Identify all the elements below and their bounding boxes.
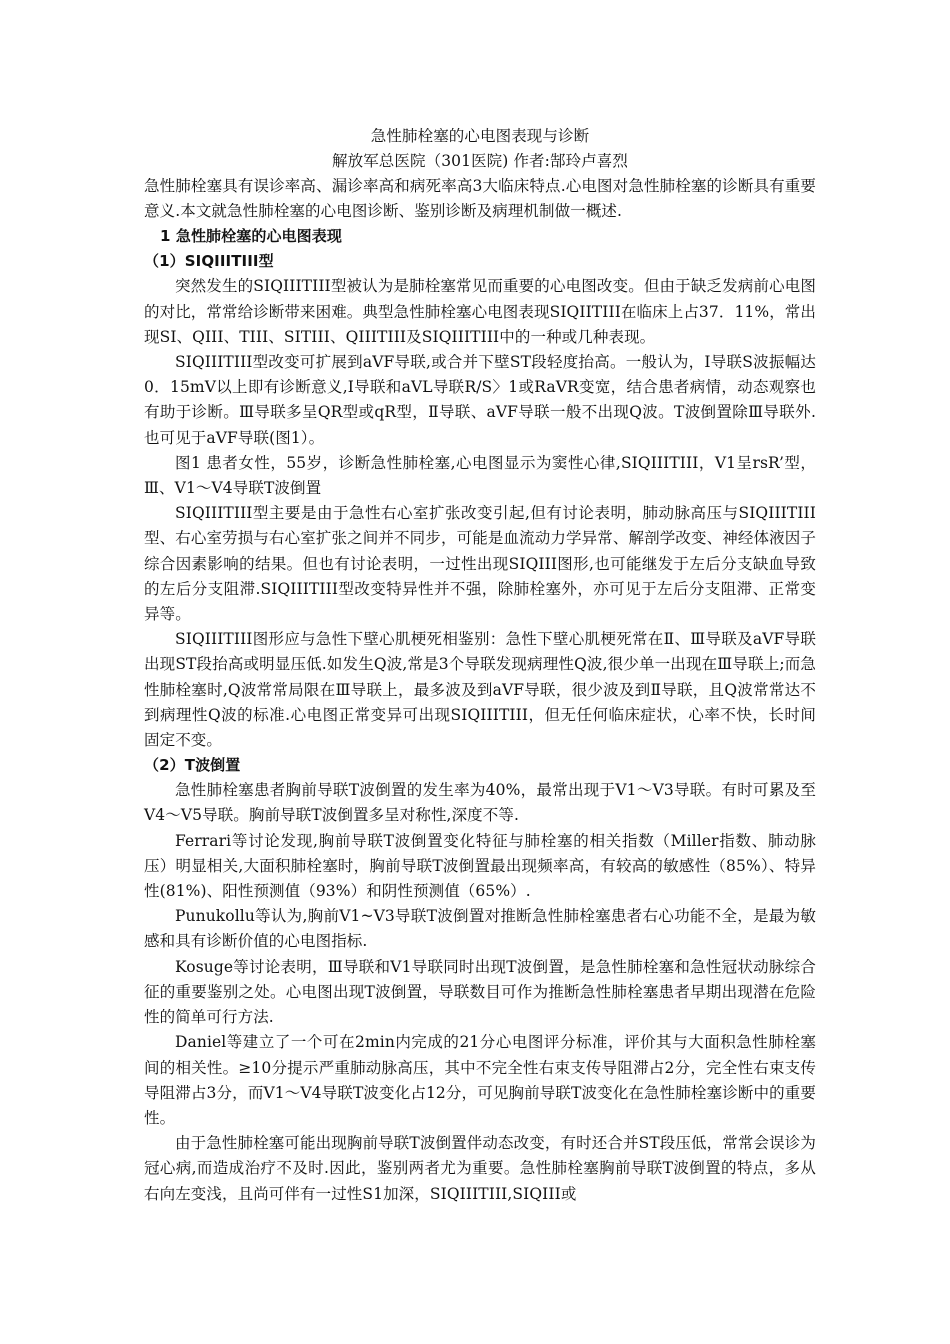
body-paragraph: Punukollu等认为,胸前V1~V3导联T波倒置对推断急性肺栓塞患者右心功能不全，是最为敏感和具有诊断价值的心电图指标.	[144, 907, 816, 951]
body-paragraph: SIQIIITIII图形应与急性下壁心肌梗死相鉴别：急性下壁心肌梗死常在Ⅱ、Ⅲ导联及aVF导联出现ST段抬高或明显压低.如发生Q波,常是3个导联发现病理性Q波,很少单一出现在Ⅲ导联上;而急性肺栓塞时,Q波常常局限在Ⅲ导联上，最多波及到aVF导联，很少波及到Ⅱ导联，且Q波常常达不到病理性Q波的标准.心电图正常变异可出现SIQIIITIII，但无任何临床症状，心率不快，长时间固定不变。	[144, 630, 816, 750]
body-paragraph: Daniel等建立了一个可在2min内完成的21分心电图评分标准，评价其与大面积急性肺栓塞间的相关性。≥10分提示严重肺动脉高压，其中不完全性右束支传导阻滞占2分，完全性右束支传导阻滞占3分，而V1～V4导联T波变化占12分，可见胸前导联T波变化在急性肺栓塞诊断中的重要性。	[144, 1033, 816, 1127]
body-paragraph: 急性肺栓塞患者胸前导联T波倒置的发生率为40%，最常出现于V1～V3导联。有时可累及至V4～V5导联。胸前导联T波倒置多呈对称性,深度不等.	[144, 781, 816, 825]
figure-caption: 图1 患者女性，55岁，诊断急性肺栓塞,心电图显示为窦性心律,SIQIIITIII，V1呈rsR’型，Ⅲ、V1～V4导联T波倒置	[144, 453, 816, 498]
document-body	[144, 124, 816, 1207]
subsection-1-heading: （1）SIQIIITIII型	[144, 252, 274, 271]
body-paragraph: SIQIIITIII型主要是由于急性右心室扩张改变引起,但有讨论表明，肺动脉高压与SIQIIITIII型、右心室劳损与右心室扩张之间并不同步，可能是血流动力学异常、解剖学改变、神经体液因子综合因素影响的结果。但也有讨论表明，一过性出现SIQIII图形,也可能继发于左后分支缺血导致的左后分支阻滞.SIQIIITIII型改变特异性并不强，除肺栓塞外，亦可见于左后分支阻滞、正常变异等。	[144, 504, 816, 624]
body-paragraph: Ferrari等讨论发现,胸前导联T波倒置变化特征与肺栓塞的相关指数（Miller指数、肺动脉压）明显相关,大面积肺栓塞时，胸前导联T波倒置最出现频率高，有较高的敏感性（85%）、特异性(81%)、阳性预测值（93%）和阴性预测值（65%）.	[144, 831, 816, 901]
subsection-2-heading: （2）T波倒置	[144, 756, 241, 775]
body-paragraph: Kosuge等讨论表明，Ⅲ导联和V1导联同时出现T波倒置，是急性肺栓塞和急性冠状动脉综合征的重要鉴别之处。心电图出现T波倒置，导联数目可作为推断急性肺栓塞患者早期出现潜在危险性的简单可行方法.	[144, 957, 816, 1027]
body-paragraph: SIQIIITIII型改变可扩展到aVF导联,或合并下壁ST段轻度抬高。一般认为，I导联S波振幅达0．15mV以上即有诊断意义,I导联和aVL导联R/S〉1或RaVR变宽，结合患者病情，动态观察也有助于诊断。Ⅲ导联多呈QR型或qR型，Ⅱ导联、aVF导联一般不出现Q波。T波倒置除Ⅲ导联外.也可见于aVF导联(图1）。	[144, 353, 816, 447]
document-title: 急性肺栓塞的心电图表现与诊断	[370, 127, 590, 145]
body-paragraph: 突然发生的SIQIIITIII型被认为是肺栓塞常见而重要的心电图改变。但由于缺乏发病前心电图的对比，常常给诊断带来困难。典型急性肺栓塞心电图表现SIQIITIII在临床上占37．11%，常出现SI、QIII、TIII、SITIII、QIIITIII及SIQIIITIII中的一种或几种表现。	[144, 277, 816, 346]
body-paragraph: 由于急性肺栓塞可能出现胸前导联T波倒置伴动态改变，有时还合并ST段压低，常常会误诊为冠心病,而造成治疗不及时.因此，鉴别两者尤为重要。急性肺栓塞胸前导联T波倒置的特点，多从右向左变浅，且尚可伴有一过性S1加深，SIQIIITIII,SIQIII或	[144, 1134, 816, 1203]
intro-paragraph: 急性肺栓塞具有误诊率高、漏诊率高和病死率高3大临床特点.心电图对急性肺栓塞的诊断具有重要意义.本文就急性肺栓塞的心电图诊断、鉴别诊断及病理机制做一概述.	[144, 177, 816, 221]
section-1-heading: 1 急性肺栓塞的心电图表现	[160, 227, 342, 246]
document-author: 解放军总医院（301医院) 作者:郜玲卢喜烈	[332, 152, 628, 170]
